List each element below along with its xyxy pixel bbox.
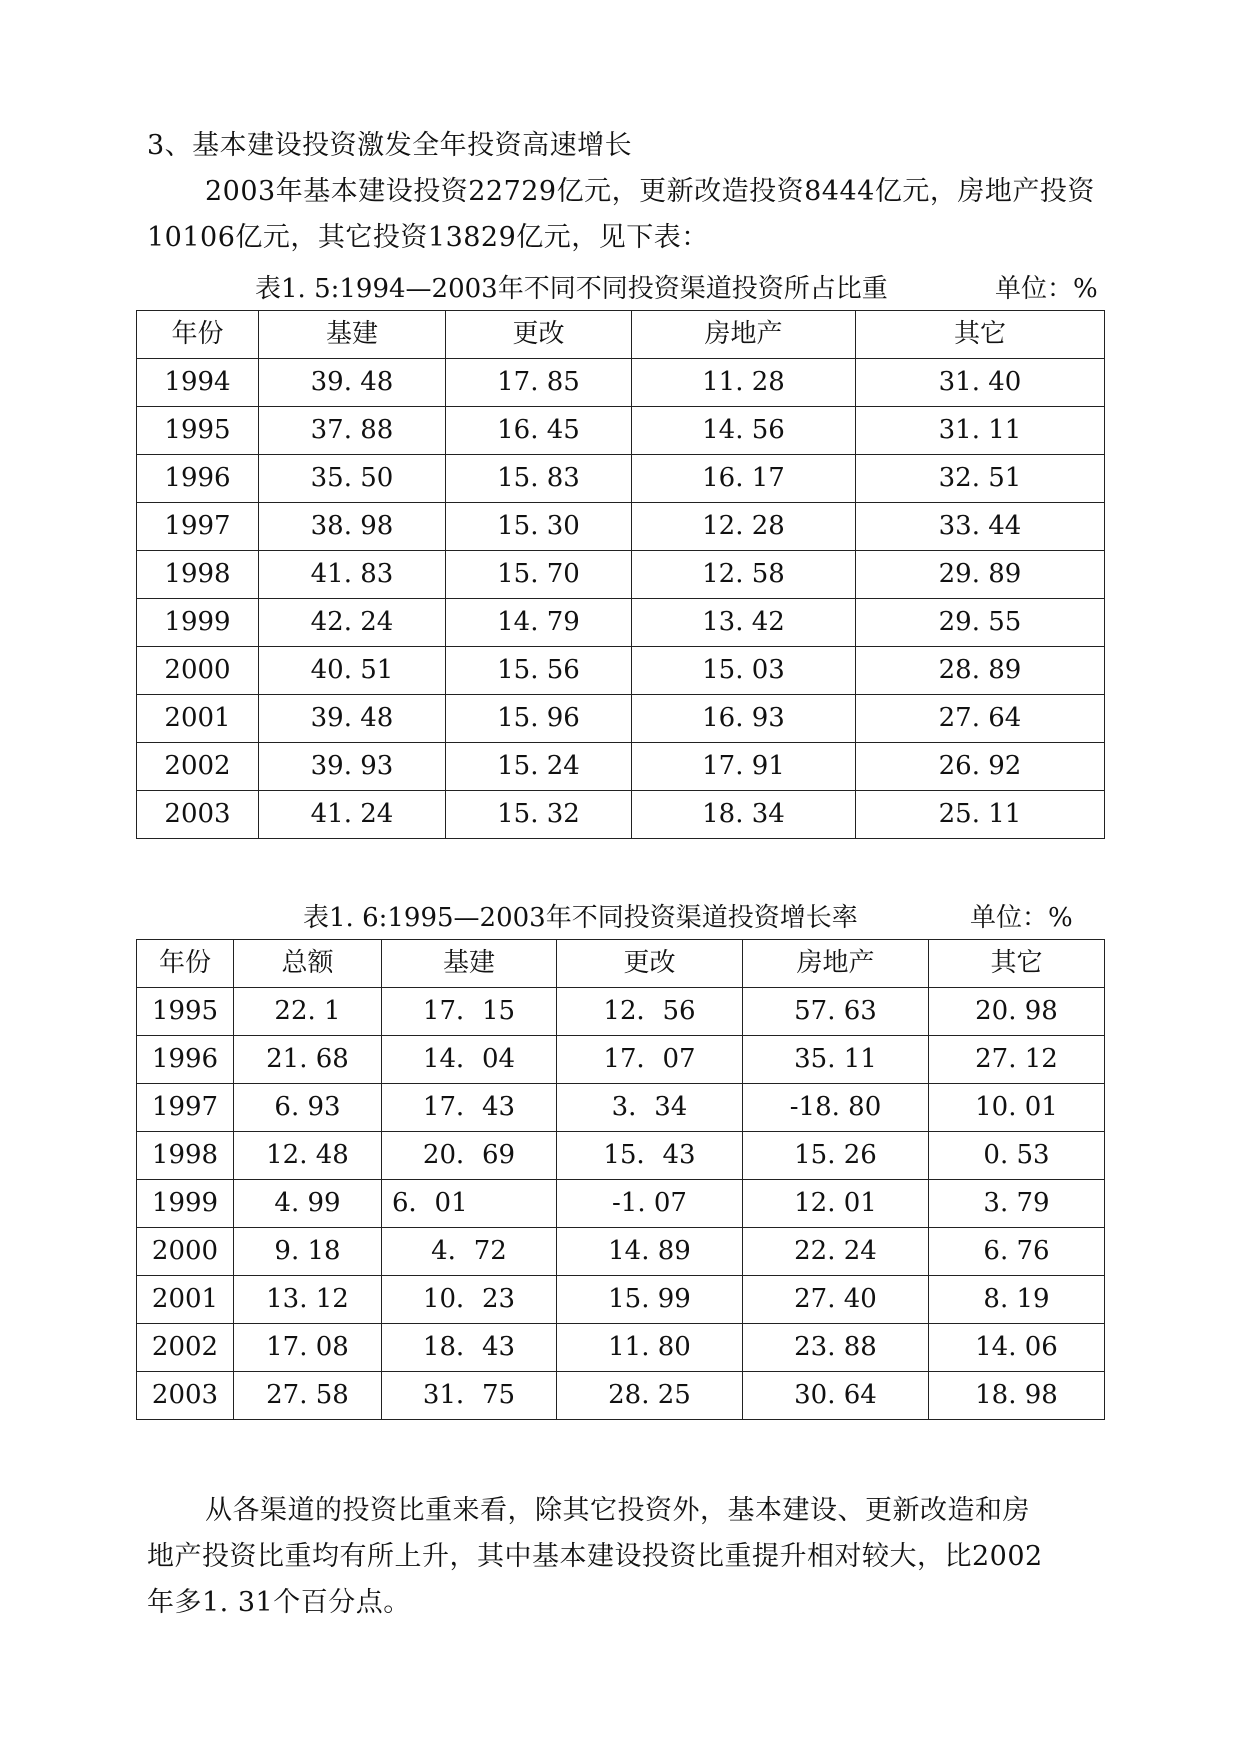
intro-line-1: 2003年基本建设投资22729亿元，更新改造投资8444亿元，房地产投资: [205, 176, 1095, 207]
table-cell: 1994: [137, 359, 259, 407]
table-cell: 13. 42: [632, 599, 856, 647]
intro-line-2: 10106亿元，其它投资13829亿元，见下表：: [147, 222, 709, 253]
table-cell: 30. 64: [743, 1372, 929, 1420]
table-cell: 17. 91: [632, 743, 856, 791]
table-cell: 27. 12: [929, 1036, 1105, 1084]
table1-unit: 单位：%: [995, 274, 1098, 304]
table-cell: 1995: [137, 407, 259, 455]
table-row: [137, 1132, 1105, 1180]
table-cell: 1997: [137, 503, 259, 551]
table1-caption: 表1. 5:1994—2003年不同不同投资渠道投资所占比重: [255, 274, 888, 304]
table-row: [137, 1372, 1105, 1420]
table-cell: 1997: [137, 1084, 234, 1132]
table-cell: 21. 68: [234, 1036, 382, 1084]
table-cell: 15. 03: [632, 647, 856, 695]
table-cell: 4. 99: [234, 1180, 382, 1228]
table-cell: 31. 11: [856, 407, 1105, 455]
table2-caption: 表1. 6:1995—2003年不同投资渠道投资增长率: [303, 903, 858, 933]
table-cell: 33. 44: [856, 503, 1105, 551]
table2-unit: 单位：%: [970, 903, 1073, 933]
table-cell: 39. 93: [259, 743, 446, 791]
table-cell: 18. 98: [929, 1372, 1105, 1420]
table-cell: 12. 01: [743, 1180, 929, 1228]
table-cell: 12．56: [557, 988, 743, 1036]
table-cell: 16. 93: [632, 695, 856, 743]
table-cell: 35. 11: [743, 1036, 929, 1084]
table-row: [137, 455, 1105, 503]
table-cell: 27. 40: [743, 1276, 929, 1324]
table-cell: 0. 53: [929, 1132, 1105, 1180]
table-cell: 14. 56: [632, 407, 856, 455]
table-row: [137, 1276, 1105, 1324]
table1-header-other: 其它: [856, 311, 1105, 359]
table-cell: 38. 98: [259, 503, 446, 551]
table-cell: 11. 80: [557, 1324, 743, 1372]
table-cell: 32. 51: [856, 455, 1105, 503]
table-cell: 29. 89: [856, 551, 1105, 599]
table-cell: 2002: [137, 743, 259, 791]
table-cell: 29. 55: [856, 599, 1105, 647]
table-row: [137, 743, 1105, 791]
table-row: [137, 407, 1105, 455]
table1-header-construction: 基建: [259, 311, 446, 359]
table-cell: 39. 48: [259, 695, 446, 743]
table-cell: 22. 24: [743, 1228, 929, 1276]
table-row: [137, 791, 1105, 839]
table-cell: 18．43: [382, 1324, 557, 1372]
table-cell: 23. 88: [743, 1324, 929, 1372]
table-cell: 57. 63: [743, 988, 929, 1036]
table-cell: 1999: [137, 1180, 234, 1228]
table-cell: 17. 85: [446, 359, 632, 407]
table-row: [137, 599, 1105, 647]
table-cell: 17．07: [557, 1036, 743, 1084]
table-cell: 17．15: [382, 988, 557, 1036]
table-cell: 2003: [137, 1372, 234, 1420]
table-cell: 27. 58: [234, 1372, 382, 1420]
table2-header-other: 其它: [929, 940, 1105, 988]
table-row: [137, 1036, 1105, 1084]
table-cell: -1. 07: [557, 1180, 743, 1228]
table-row: [137, 1324, 1105, 1372]
table-cell: 8. 19: [929, 1276, 1105, 1324]
table2-header-construction: 基建: [382, 940, 557, 988]
table-cell: 11. 28: [632, 359, 856, 407]
table-cell: 15. 70: [446, 551, 632, 599]
table1-header-renovation: 更改: [446, 311, 632, 359]
table-cell: 15. 26: [743, 1132, 929, 1180]
table-cell: 40. 51: [259, 647, 446, 695]
table-cell: 17．43: [382, 1084, 557, 1132]
table-cell: 2001: [137, 1276, 234, 1324]
table-cell: 41. 83: [259, 551, 446, 599]
table2-header-renovation: 更改: [557, 940, 743, 988]
table-cell: 39. 48: [259, 359, 446, 407]
table-cell: 6．01: [382, 1180, 557, 1228]
table-cell: -18. 80: [743, 1084, 929, 1132]
table-cell: 1996: [137, 455, 259, 503]
table2: [136, 939, 1105, 1420]
table-cell: 12. 58: [632, 551, 856, 599]
table-row: [137, 503, 1105, 551]
table-cell: 41. 24: [259, 791, 446, 839]
table-cell: 17. 08: [234, 1324, 382, 1372]
table-cell: 14. 79: [446, 599, 632, 647]
table1-header-year: 年份: [137, 311, 259, 359]
table-cell: 15．43: [557, 1132, 743, 1180]
table-row: [137, 1084, 1105, 1132]
table-cell: 10. 01: [929, 1084, 1105, 1132]
section-heading: 3、基本建设投资激发全年投资高速增长: [147, 130, 633, 161]
table-row: [137, 1180, 1105, 1228]
table-cell: 6. 76: [929, 1228, 1105, 1276]
table-cell: 15. 83: [446, 455, 632, 503]
table-cell: 42. 24: [259, 599, 446, 647]
table-cell: 27. 64: [856, 695, 1105, 743]
table2-header-real-estate: 房地产: [743, 940, 929, 988]
table-cell: 12. 28: [632, 503, 856, 551]
table2-header-year: 年份: [137, 940, 234, 988]
table1: [136, 310, 1105, 839]
table-cell: 15. 56: [446, 647, 632, 695]
table-cell: 2002: [137, 1324, 234, 1372]
table-cell: 2001: [137, 695, 259, 743]
table-cell: 15. 96: [446, 695, 632, 743]
table-cell: 1998: [137, 1132, 234, 1180]
table-row: [137, 551, 1105, 599]
table-cell: 3．34: [557, 1084, 743, 1132]
table-cell: 26. 92: [856, 743, 1105, 791]
table-cell: 22. 1: [234, 988, 382, 1036]
table2-header-total: 总额: [234, 940, 382, 988]
table-cell: 9. 18: [234, 1228, 382, 1276]
table-cell: 35. 50: [259, 455, 446, 503]
conclusion-line-3: 年多1. 31个百分点。: [147, 1587, 411, 1618]
table-cell: 6. 93: [234, 1084, 382, 1132]
table-cell: 13. 12: [234, 1276, 382, 1324]
table-cell: 1998: [137, 551, 259, 599]
table2-header-row: [137, 940, 1105, 988]
table-cell: 20. 98: [929, 988, 1105, 1036]
table-cell: 3. 79: [929, 1180, 1105, 1228]
table-cell: 20．69: [382, 1132, 557, 1180]
table-row: [137, 647, 1105, 695]
table-cell: 1996: [137, 1036, 234, 1084]
table-cell: 15. 24: [446, 743, 632, 791]
table-row: [137, 695, 1105, 743]
table-row: [137, 988, 1105, 1036]
table-cell: 15. 99: [557, 1276, 743, 1324]
table-cell: 2003: [137, 791, 259, 839]
table-cell: 15. 30: [446, 503, 632, 551]
table-cell: 18. 34: [632, 791, 856, 839]
table-cell: 2000: [137, 1228, 234, 1276]
table-cell: 2000: [137, 647, 259, 695]
table-cell: 10．23: [382, 1276, 557, 1324]
table-cell: 37. 88: [259, 407, 446, 455]
table-cell: 31. 40: [856, 359, 1105, 407]
table-cell: 25. 11: [856, 791, 1105, 839]
table-cell: 14. 89: [557, 1228, 743, 1276]
table-row: [137, 1228, 1105, 1276]
table-cell: 28. 25: [557, 1372, 743, 1420]
table1-header-row: [137, 311, 1105, 359]
table-cell: 4．72: [382, 1228, 557, 1276]
table-cell: 31．75: [382, 1372, 557, 1420]
table-cell: 14．04: [382, 1036, 557, 1084]
table1-header-real-estate: 房地产: [632, 311, 856, 359]
table-cell: 16. 45: [446, 407, 632, 455]
table-cell: 28. 89: [856, 647, 1105, 695]
table-row: [137, 359, 1105, 407]
table-cell: 12. 48: [234, 1132, 382, 1180]
table-cell: 1999: [137, 599, 259, 647]
table-cell: 15. 32: [446, 791, 632, 839]
table-cell: 1995: [137, 988, 234, 1036]
table-cell: 14. 06: [929, 1324, 1105, 1372]
conclusion-line-2: 地产投资比重均有所上升，其中基本建设投资比重提升相对较大，比2002: [147, 1541, 1043, 1572]
conclusion-line-1: 从各渠道的投资比重来看，除其它投资外，基本建设、更新改造和房: [205, 1495, 1030, 1526]
table-cell: 16. 17: [632, 455, 856, 503]
